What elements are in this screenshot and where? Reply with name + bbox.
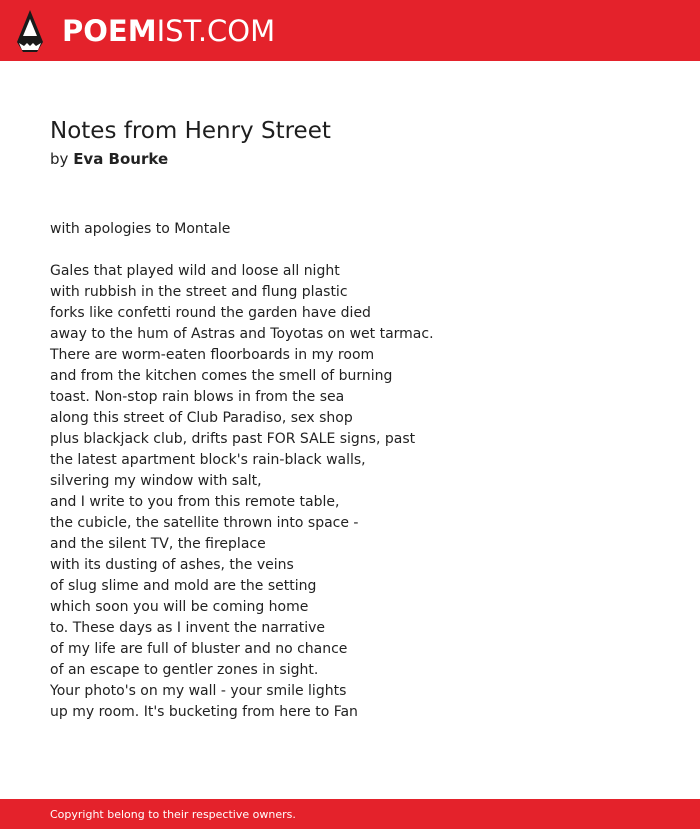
- poem-line: of my life are full of bluster and no chance: [50, 641, 348, 657]
- logo-text-light: IST.COM: [156, 14, 276, 48]
- poem-line: the latest apartment block's rain-black walls,: [50, 452, 366, 468]
- byline: [50, 148, 168, 170]
- poem-line: which soon you will be coming home: [50, 599, 309, 615]
- poem-title: Notes from Henry Street: [50, 118, 331, 144]
- poem-line: Gales that played wild and loose all night: [50, 263, 340, 279]
- poem-line: of slug slime and mold are the setting: [50, 578, 317, 594]
- poem-line: up my room. It's bucketing from here to Fan: [50, 704, 358, 720]
- poem-body: [50, 261, 434, 723]
- poem-line: silvering my window with salt,: [50, 473, 262, 489]
- poem-line: and the silent TV, the fireplace: [50, 536, 266, 552]
- poem-line: along this street of Club Paradiso, sex shop: [50, 410, 353, 426]
- site-footer: [0, 799, 700, 829]
- poem-line: toast. Non-stop rain blows in from the sea: [50, 389, 345, 405]
- poem-line: forks like confetti round the garden have died: [50, 305, 371, 321]
- poem-line: There are worm-eaten floorboards in my room: [50, 347, 375, 363]
- poem-epigraph: with apologies to Montale: [50, 221, 231, 237]
- poem-line: away to the hum of Astras and Toyotas on wet tarmac.: [50, 326, 434, 342]
- copyright-text: Copyright belong to their respective owners.: [50, 808, 296, 821]
- poem-line: of an escape to gentler zones in sight.: [50, 662, 319, 678]
- poem-line: to. These days as I invent the narrative: [50, 620, 325, 636]
- by-label: by: [50, 150, 69, 168]
- poem-line: with rubbish in the street and flung plastic: [50, 284, 348, 300]
- poem-line: and I write to you from this remote table,: [50, 494, 340, 510]
- poem-line: plus blackjack club, drifts past FOR SALE signs, past: [50, 431, 416, 447]
- author-name: Eva Bourke: [73, 150, 169, 168]
- site-header: [0, 0, 700, 61]
- site-logo-link[interactable]: [62, 12, 275, 50]
- pencil-logo-icon[interactable]: [17, 10, 43, 52]
- logo-text-bold: POEM: [62, 14, 157, 48]
- poem-line: Your photo's on my wall - your smile lights: [50, 683, 347, 699]
- poem-line: and from the kitchen comes the smell of burning: [50, 368, 393, 384]
- poem-line: the cubicle, the satellite thrown into space -: [50, 515, 359, 531]
- poem-line: with its dusting of ashes, the veins: [50, 557, 294, 573]
